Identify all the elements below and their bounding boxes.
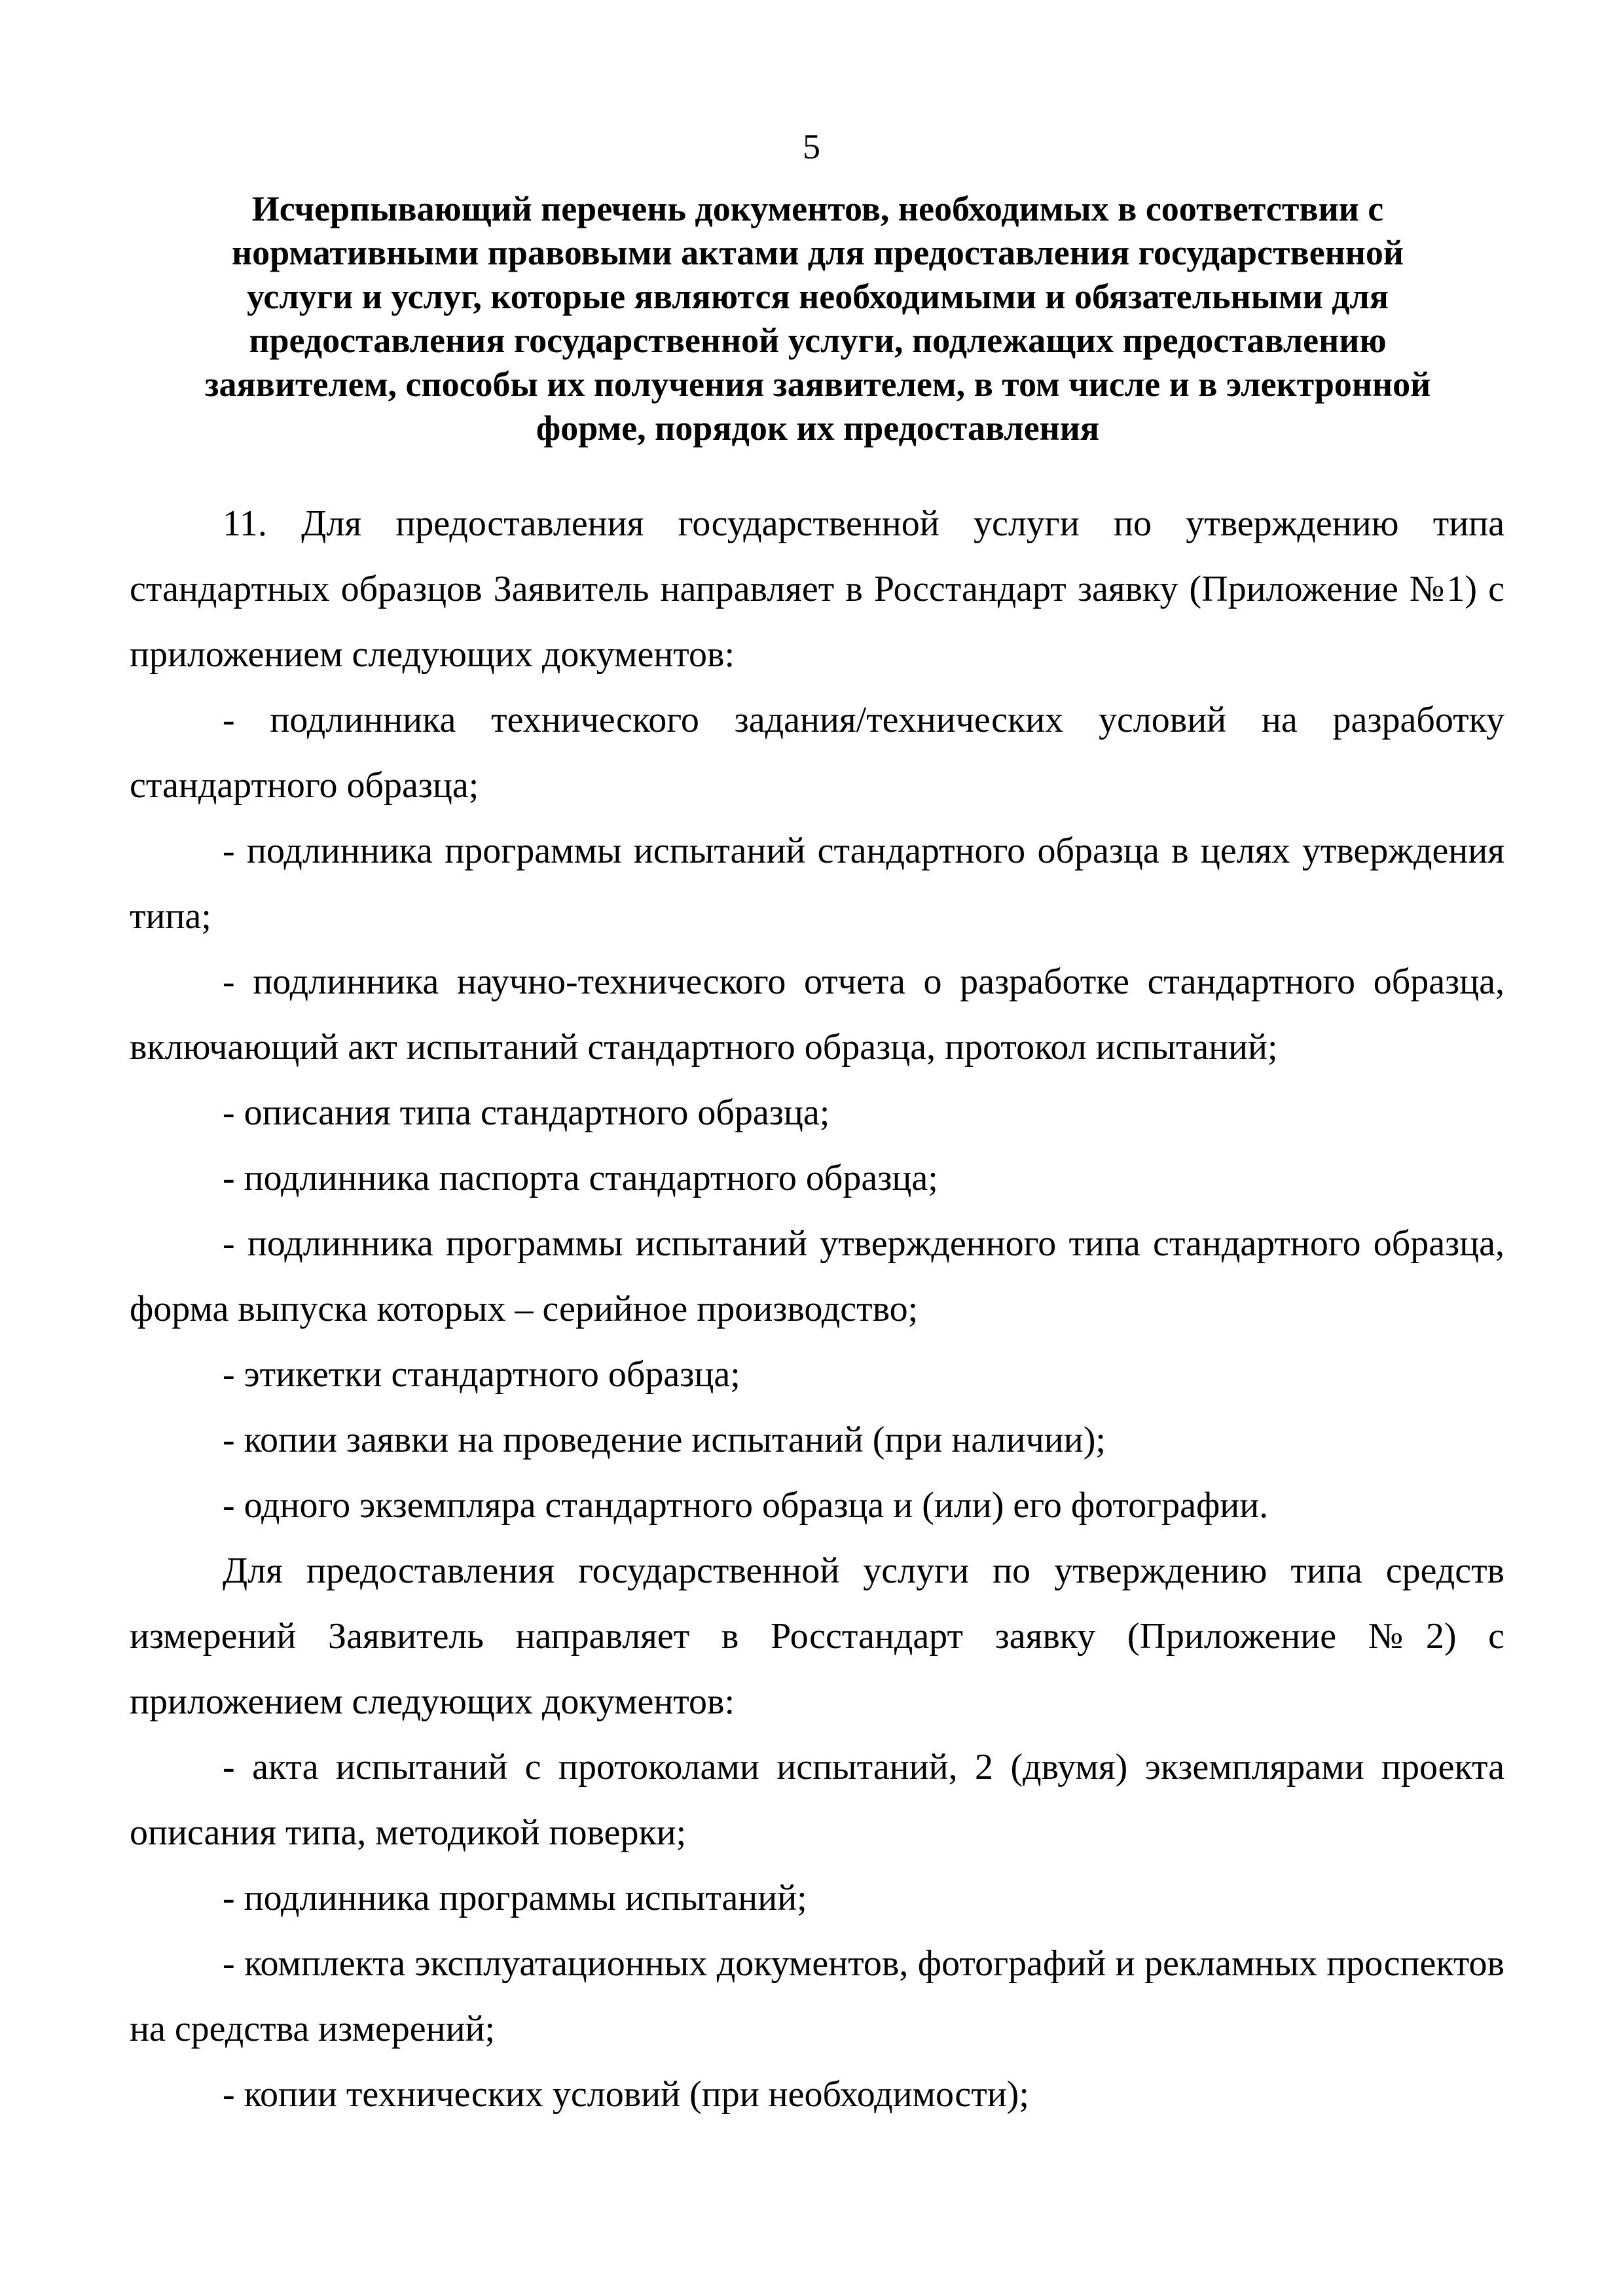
list-item: - подлинника программы испытаний стандартного образца в целях утверждения типа; <box>130 831 1504 937</box>
heading-line: форме, порядок их предоставления <box>536 408 1100 448</box>
list-item: - описания типа стандартного образца; <box>223 1092 830 1133</box>
paragraph-measuring-instruments: Для предоставления государственной услуги по утверждению типа средств измерений Заявитель направляет в Росстандарт заявку (Приложение №2) с приложением следующих документов: <box>130 1551 1504 1722</box>
list-item: - подлинника программы испытаний; <box>223 1878 807 1918</box>
heading-line: Исчерпывающий перечень документов, необходимых в соответствии с <box>251 189 1384 228</box>
paragraph-item-11: 11. Для предоставления государственной услуги по утверждению типа стандартных образцов Заявитель направляет в Росстандарт заявку (Приложение №1) с приложением следующих документов: <box>130 503 1504 675</box>
heading-line: нормативными правовыми актами для предоставления государственной <box>231 233 1404 272</box>
heading-line: предоставления государственной услуги, подлежащих предоставлению <box>249 321 1387 360</box>
list-item: - подлинника технического задания/технических условий на разработку стандартного образца; <box>130 700 1504 806</box>
list-item: - подлинника паспорта стандартного образца; <box>223 1158 938 1198</box>
section-heading <box>156 187 1480 450</box>
heading-line: заявителем, способы их получения заявителем, в том числе и в электронной <box>204 365 1431 404</box>
list-item: - одного экземпляра стандартного образца и (или) его фотографии. <box>223 1485 1269 1526</box>
list-item: - копии технических условий (при необходимости); <box>223 2074 1029 2115</box>
page-number: 5 <box>803 127 820 166</box>
list-item: - подлинника научно-технического отчета о разработке стандартного образца, включающий акт испытаний стандартного образца, протокол испытаний; <box>130 961 1504 1067</box>
list-item: - копии заявки на проведение испытаний (при наличии); <box>223 1420 1106 1460</box>
document-body <box>130 491 1504 2127</box>
list-item: - комплекта эксплуатационных документов, фотографий и рекламных проспектов на средства измерений; <box>130 1943 1504 2049</box>
list-item: - этикетки стандартного образца; <box>223 1354 740 1395</box>
list-item: - акта испытаний с протоколами испытаний, 2 (двумя) экземплярами проекта описания типа, методикой поверки; <box>130 1747 1504 1853</box>
list-item: - подлинника программы испытаний утвержденного типа стандартного образца, форма выпуска которых – серийное производство; <box>130 1223 1504 1329</box>
heading-line: услуги и услуг, которые являются необходимыми и обязательными для <box>247 277 1389 316</box>
